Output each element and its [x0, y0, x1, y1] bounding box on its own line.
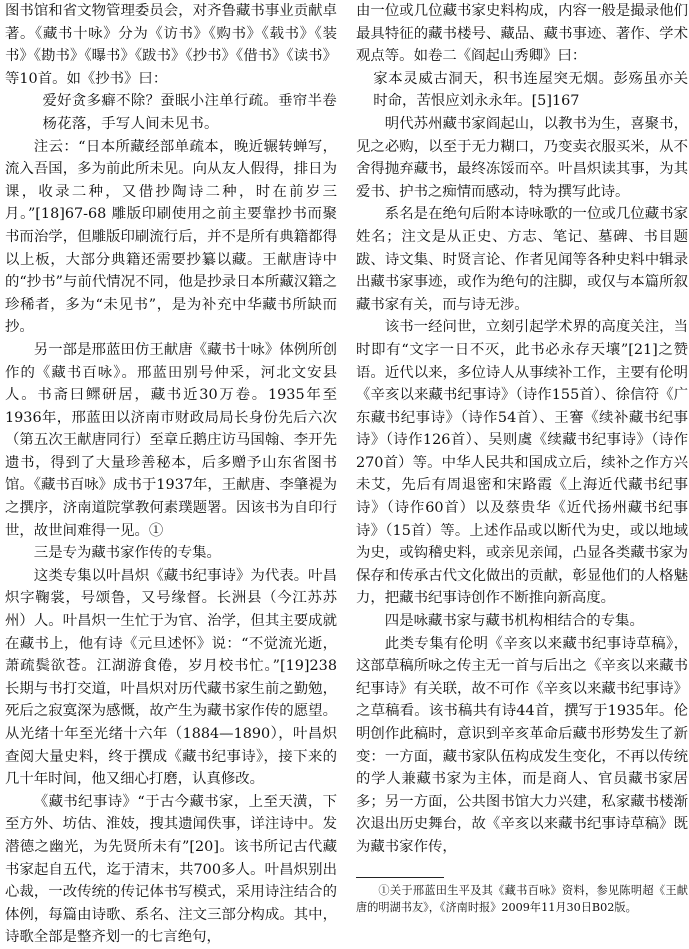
paragraph: 此类专集有伦明《辛亥以来藏书纪事诗草稿》，这部草稿所咏之传主无一首与后出之《辛亥以来藏书纪事诗》有关联，故不可作《辛亥以来藏书纪事诗》之草稿看。该书稿共有诗44首，撰写于1935年。伦明创作此稿时，意识到辛亥革命后藏书形势发生了新变：一方面，藏书家队伍构成发生变化，不再以传统的学人兼藏书家为主体，而是商人、官员藏书家居多；另一方面，公共图书馆大力兴建，私家藏书楼渐次退出历史舞台，故《辛亥以来藏书纪事诗草稿》既为藏书家作传， [356, 635, 688, 855]
paragraph: 家本灵威古洞天，积书连屋突无烟。彭殇虽亦关时命，苦恨应刘永永年。[5]167 [373, 70, 688, 110]
footnote [356, 882, 688, 916]
paragraph: 明代苏州藏书家阎起山，以教书为生，喜聚书，见之必购，以至于无力糊口，乃变卖衣服买米，从不舍得抛弃藏书，最终冻馁而卒。叶昌炽读其事，为其爱书、护书之痴情而感动，特为撰写此诗。 [356, 115, 688, 200]
left-column [5, 0, 337, 949]
footnote-rule [356, 877, 444, 878]
paragraph: 注云：“日本所藏经部单疏本，晚近辗转蝉写，流入吾国，多为前此所未见。向从友人假得，排日为课，收录二种，又借抄陶诗二种，时在前岁三月。”[18]67-68 雕版印刷使用之前主要靠抄书而聚书而治学，但雕版印刷流行后，并不是所有典籍都得以上板，大部分典籍还需要抄纂以藏。王献唐诗中的“抄书”与前代情况不同，他是抄录日本所藏汉籍之珍稀者，多为“未见书”，是为补充中华藏书所缺而抄。 [5, 138, 337, 336]
paragraph: 另一部是邢蓝田仿王献唐《藏书十咏》体例所创作的《藏书百咏》。邢蓝田别号仲采，河北文安县人。书斋曰鳏研居，藏书近30万卷。1935年至1936年，邢蓝田以济南市财政局局长身份先后六次（第五次王献唐同行）至章丘鹅庄访马国翰、李开先遗书，得到了大量珍善秘本，后多赠予山东省图书馆。《藏书百咏》成书于1937年，王献唐、李肇褆为之撰序，济南道院掌教何素璞题署。因该书为自印行世，故世间难得一见。① [5, 341, 337, 539]
paragraph: 这类专集以叶昌炽《藏书纪事诗》为代表。叶昌炽字鞠裳，号颂鲁，又号缘督。长洲县（今江苏苏州）人。叶昌炽一生忙于为官、治学，但其主要成就在藏书上，他有诗《元旦述怀》说：“不觉流光逝，萧疏鬓欲苍。江湖游食倦，岁月校书忙。”[19]238 长期与书打交道，叶昌炽对历代藏书家生前之勤勉，死后之寂寞深为感慨，故产生为藏书家作传的愿望。从光绪十年至光绪十六年（1884—1890），叶昌炽查阅大量史料，终于撰成《藏书纪事诗》，接下来的几十年时间，他又细心打磨，认真修改。 [5, 567, 337, 788]
paragraph: 四是咏藏书家与藏书机构相结合的专集。 [384, 613, 644, 630]
paragraph: 三是专为藏书家作传的专集。 [33, 545, 221, 562]
paragraph: 爱好贪多癖不除？蚕眠小注单行疏。垂帘半卷杨花落，手写人间未见书。 [42, 93, 337, 132]
paragraph: 由一位或几位藏书家史料构成，内容一般是撮录他们最具特征的藏书楼号、藏品、藏书事迹、著作、学术观点等。如卷二《阎起山秀卿》曰： [356, 3, 688, 65]
paragraph: 《藏书纪事诗》“于古今藏书家，上至天潢，下至方外、坊估、淮妓，搜其遗闻佚事，详注诗中。发潜德之幽光，为先贤所未有”[20]。该书所记古代藏书家起自五代，迄于清末，共700多人。叶昌炽别出心裁，一改传统的传记体书写模式，采用诗注结合的体例，每篇由诗歌、系名、注文三部分构成。其中，诗歌全部是整齐划一的七言绝句， [5, 793, 337, 946]
paragraph: 图书馆和省文物管理委员会，对齐鲁藏书事业贡献卓著。《藏书十咏》分为《访书》《购书》《载书》《装书》《勘书》《曝书》《跋书》《抄书》《借书》《读书》等10首。如《抄书》曰： [5, 3, 337, 87]
paragraph: 系名是在绝句后附本诗咏歌的一位或几位藏书家姓名；注文是从正史、方志、笔记、墓碑、书目题跋、诗文集、时贤言论、作者见闻等各种史料中辑录出藏书家事迹，或作为绝句的注脚，或仅与本篇所叙藏书家有关，而与诗无涉。 [356, 206, 688, 313]
footnote-text: ①关于邢蓝田生平及其《藏书百咏》资料，参见陈明超《王献唐的明湖书友》，《济南时报》2009年11月30日B02版。 [356, 884, 688, 914]
right-column [356, 0, 688, 859]
paragraph: 该书一经问世，立刻引起学术界的高度关注，当时即有“文字一日不灭，此书必永存天壤”[21]之赞语。近代以来，多位诗人从事续补工作，主要有伦明《辛亥以来藏书纪事诗》（诗作155首）、徐信符《广东藏书纪事诗》（诗作54首）、王謇《续补藏书纪事诗》（诗作126首）、吴则虞《续藏书纪事诗》（诗作270首）等。中华人民共和国成立后，续补之作方兴未艾，先后有周退密和宋路霞《上海近代藏书纪事诗》（诗作60首）以及蔡贵华《近代扬州藏书纪事诗》（15首）等。上述作品或以断代为史，或以地域为史，或钩稽史料，或亲见亲闻，凸显各类藏书家为保存和传承古代文化做出的贡献，彰显他们的人格魅力，把藏书纪事诗创作不断推向新高度。 [356, 319, 688, 607]
